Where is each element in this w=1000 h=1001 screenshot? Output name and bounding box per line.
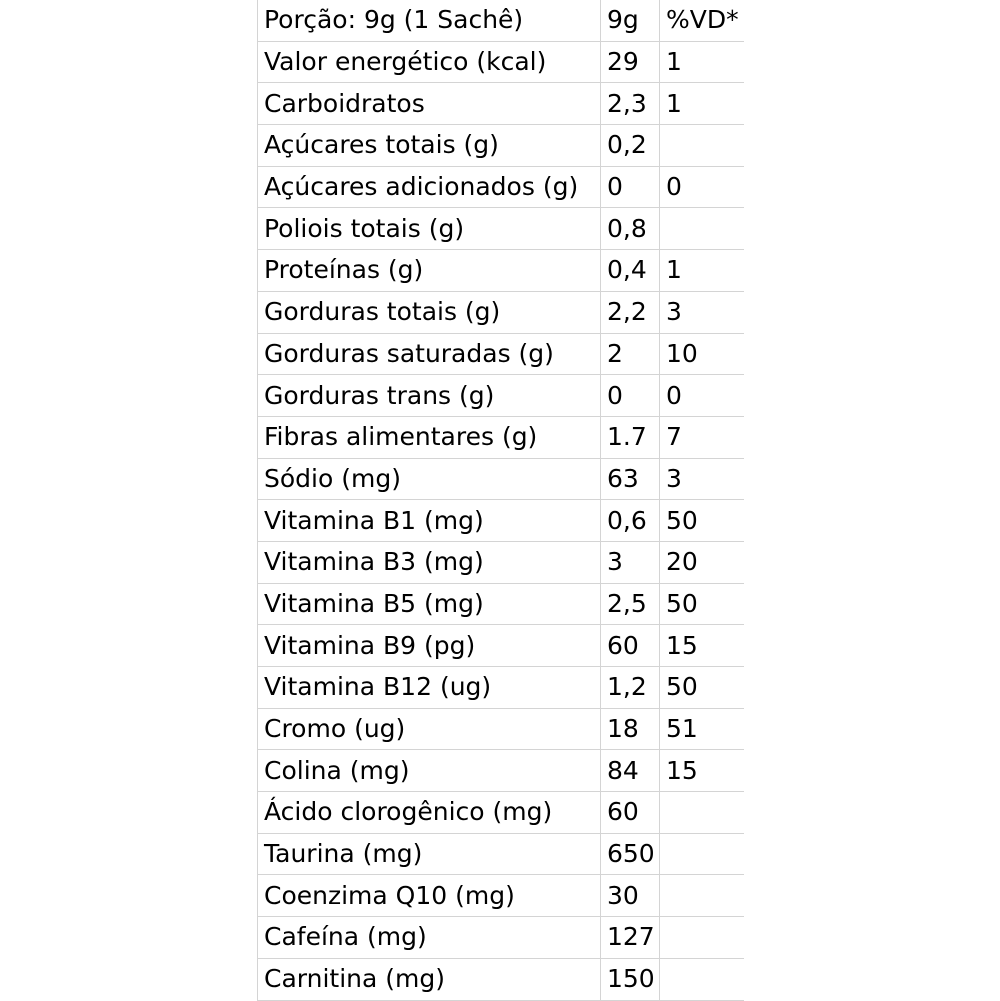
nutrient-daily-value-cell[interactable]: 51: [660, 708, 745, 750]
table-row: [258, 792, 745, 834]
nutrient-amount-cell[interactable]: 2,2: [601, 291, 660, 333]
nutrient-daily-value-cell[interactable]: [660, 875, 745, 917]
nutrient-name-cell[interactable]: Coenzima Q10 (mg): [258, 875, 601, 917]
nutrient-amount-cell[interactable]: 2,3: [601, 83, 660, 125]
nutrient-daily-value-cell[interactable]: [660, 833, 745, 875]
nutrient-amount-cell[interactable]: 650: [601, 833, 660, 875]
nutrient-amount-cell[interactable]: 0,2: [601, 125, 660, 167]
nutrient-amount-cell[interactable]: 63: [601, 458, 660, 500]
table-row: [258, 917, 745, 959]
table-row: [258, 667, 745, 709]
table-row: [258, 750, 745, 792]
nutrient-amount-cell[interactable]: 150: [601, 958, 660, 1000]
nutrient-name-cell[interactable]: Cafeína (mg): [258, 917, 601, 959]
nutrient-name-cell[interactable]: Gorduras trans (g): [258, 375, 601, 417]
nutrient-name-cell[interactable]: Açúcares adicionados (g): [258, 166, 601, 208]
nutrient-name-cell[interactable]: Carnitina (mg): [258, 958, 601, 1000]
nutrient-name-cell[interactable]: Taurina (mg): [258, 833, 601, 875]
nutrient-daily-value-cell[interactable]: 15: [660, 750, 745, 792]
nutrient-name-cell[interactable]: Vitamina B3 (mg): [258, 541, 601, 583]
nutrient-daily-value-cell[interactable]: 1: [660, 250, 745, 292]
table-row: [258, 291, 745, 333]
nutrient-daily-value-cell[interactable]: [660, 125, 745, 167]
nutrient-name-cell[interactable]: Ácido clorogênico (mg): [258, 792, 601, 834]
nutrient-daily-value-cell[interactable]: 0: [660, 166, 745, 208]
nutrient-daily-value-cell[interactable]: 50: [660, 667, 745, 709]
nutrition-table-body: [258, 0, 745, 1000]
table-row: [258, 708, 745, 750]
nutrient-daily-value-cell[interactable]: 7: [660, 416, 745, 458]
nutrient-name-cell[interactable]: Gorduras saturadas (g): [258, 333, 601, 375]
header-amount-cell[interactable]: 9g: [601, 0, 660, 41]
table-row: [258, 458, 745, 500]
table-row: [258, 250, 745, 292]
table-row: [258, 208, 745, 250]
nutrient-amount-cell[interactable]: 30: [601, 875, 660, 917]
nutrient-name-cell[interactable]: Fibras alimentares (g): [258, 416, 601, 458]
nutrient-amount-cell[interactable]: 0,4: [601, 250, 660, 292]
nutrient-amount-cell[interactable]: 0,6: [601, 500, 660, 542]
nutrient-name-cell[interactable]: Carboidratos: [258, 83, 601, 125]
table-row: [258, 375, 745, 417]
nutrient-amount-cell[interactable]: 60: [601, 792, 660, 834]
header-serving-cell[interactable]: Porção: 9g (1 Sachê): [258, 0, 601, 41]
nutrition-table: [257, 0, 744, 1001]
nutrient-amount-cell[interactable]: 18: [601, 708, 660, 750]
table-row: [258, 41, 745, 83]
nutrient-daily-value-cell[interactable]: 20: [660, 541, 745, 583]
nutrient-amount-cell[interactable]: 2,5: [601, 583, 660, 625]
nutrient-name-cell[interactable]: Colina (mg): [258, 750, 601, 792]
table-row: [258, 416, 745, 458]
nutrient-daily-value-cell[interactable]: 50: [660, 500, 745, 542]
nutrient-daily-value-cell[interactable]: 3: [660, 291, 745, 333]
nutrient-amount-cell[interactable]: 127: [601, 917, 660, 959]
table-row: [258, 583, 745, 625]
nutrient-name-cell[interactable]: Vitamina B9 (pg): [258, 625, 601, 667]
nutrient-name-cell[interactable]: Proteínas (g): [258, 250, 601, 292]
nutrient-daily-value-cell[interactable]: 1: [660, 41, 745, 83]
nutrient-amount-cell[interactable]: 0: [601, 166, 660, 208]
nutrient-daily-value-cell[interactable]: 0: [660, 375, 745, 417]
table-row: [258, 958, 745, 1000]
nutrient-name-cell[interactable]: Cromo (ug): [258, 708, 601, 750]
nutrient-name-cell[interactable]: Vitamina B1 (mg): [258, 500, 601, 542]
nutrient-amount-cell[interactable]: 2: [601, 333, 660, 375]
table-row: [258, 833, 745, 875]
nutrient-daily-value-cell[interactable]: 15: [660, 625, 745, 667]
nutrient-amount-cell[interactable]: 1.7: [601, 416, 660, 458]
nutrient-amount-cell[interactable]: 0,8: [601, 208, 660, 250]
nutrient-name-cell[interactable]: Vitamina B5 (mg): [258, 583, 601, 625]
nutrient-amount-cell[interactable]: 60: [601, 625, 660, 667]
nutrient-amount-cell[interactable]: 1,2: [601, 667, 660, 709]
nutrient-name-cell[interactable]: Vitamina B12 (ug): [258, 667, 601, 709]
nutrient-amount-cell[interactable]: 3: [601, 541, 660, 583]
table-row: [258, 875, 745, 917]
nutrient-amount-cell[interactable]: 84: [601, 750, 660, 792]
nutrient-daily-value-cell[interactable]: [660, 917, 745, 959]
nutrient-name-cell[interactable]: Valor energético (kcal): [258, 41, 601, 83]
table-row: [258, 625, 745, 667]
nutrient-name-cell[interactable]: Gorduras totais (g): [258, 291, 601, 333]
table-row: [258, 125, 745, 167]
nutrient-daily-value-cell[interactable]: [660, 792, 745, 834]
nutrient-name-cell[interactable]: Sódio (mg): [258, 458, 601, 500]
nutrient-daily-value-cell[interactable]: [660, 208, 745, 250]
nutrient-daily-value-cell[interactable]: 1: [660, 83, 745, 125]
table-row: [258, 83, 745, 125]
nutrient-amount-cell[interactable]: 0: [601, 375, 660, 417]
nutrient-name-cell[interactable]: Poliois totais (g): [258, 208, 601, 250]
header-daily-value-cell[interactable]: %VD*: [660, 0, 745, 41]
nutrient-amount-cell[interactable]: 29: [601, 41, 660, 83]
nutrient-name-cell[interactable]: Açúcares totais (g): [258, 125, 601, 167]
table-row: [258, 500, 745, 542]
nutrient-daily-value-cell[interactable]: 50: [660, 583, 745, 625]
nutrient-daily-value-cell[interactable]: [660, 958, 745, 1000]
nutrient-daily-value-cell[interactable]: 3: [660, 458, 745, 500]
table-row: [258, 166, 745, 208]
table-header-row: [258, 0, 745, 41]
table-row: [258, 333, 745, 375]
table-row: [258, 541, 745, 583]
nutrient-daily-value-cell[interactable]: 10: [660, 333, 745, 375]
